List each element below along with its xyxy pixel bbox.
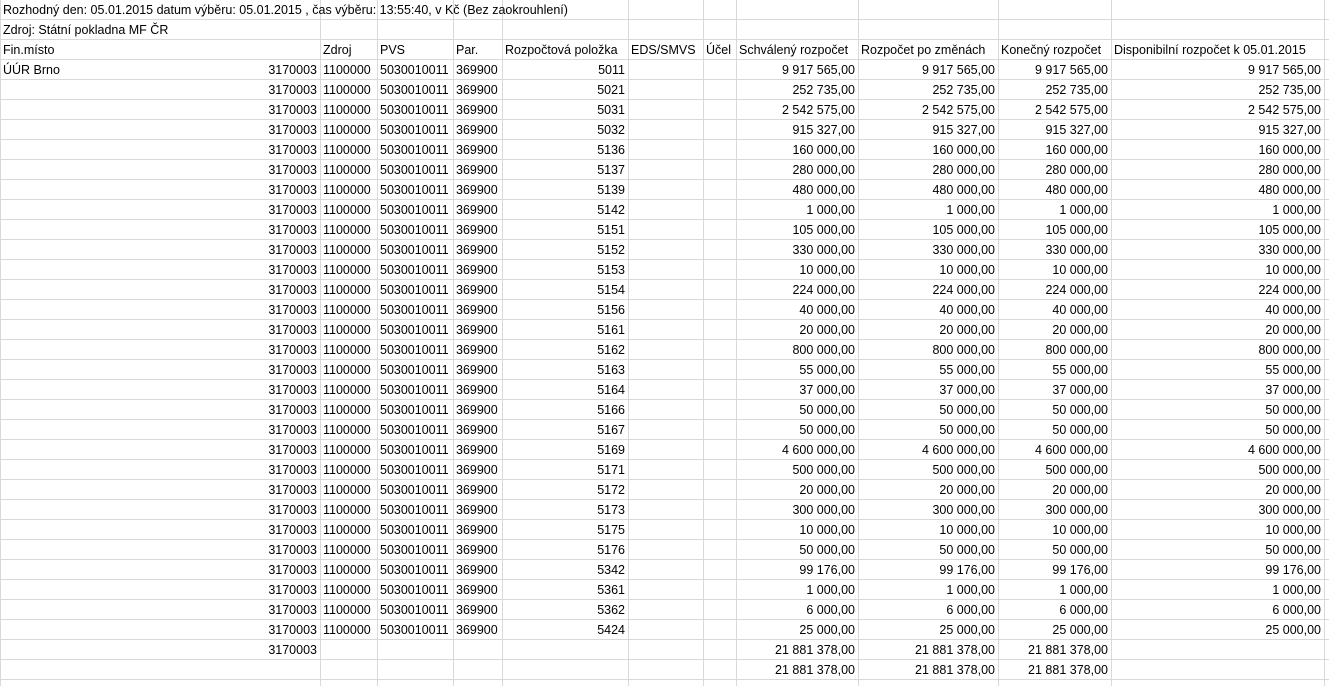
cell-par[interactable]: 369900	[456, 323, 498, 337]
cell-rozpocet-po-zmenach[interactable]: 50 000,00	[939, 423, 995, 437]
cell-schvaleny-rozpocet[interactable]: 25 000,00	[799, 623, 855, 637]
cell-konecny-rozpocet[interactable]: 160 000,00	[1045, 143, 1108, 157]
cell-disponibilni-rozpocet[interactable]: 105 000,00	[1258, 223, 1321, 237]
cell-konecny-rozpocet[interactable]: 20 000,00	[1052, 323, 1108, 337]
cell-pvs[interactable]: 5030010011	[380, 143, 449, 157]
total-konecny-rozpocet[interactable]: 21 881 378,00	[1028, 663, 1108, 677]
cell-fin-misto[interactable]: 3170003	[268, 323, 317, 337]
cell-par[interactable]: 369900	[456, 343, 498, 357]
cell-rozpoctova-polozka[interactable]: 5136	[597, 143, 625, 157]
header-par[interactable]: Par.	[456, 43, 479, 57]
cell-pvs[interactable]: 5030010011	[380, 203, 449, 217]
cell-schvaleny-rozpocet[interactable]: 37 000,00	[799, 383, 855, 397]
cell-zdroj[interactable]: 1100000	[323, 183, 371, 197]
cell-disponibilni-rozpocet[interactable]: 160 000,00	[1258, 143, 1321, 157]
cell-rozpoctova-polozka[interactable]: 5137	[597, 163, 625, 177]
cell-par[interactable]: 369900	[456, 423, 498, 437]
cell-rozpoctova-polozka[interactable]: 5162	[597, 343, 625, 357]
cell-pvs[interactable]: 5030010011	[380, 483, 449, 497]
cell-konecny-rozpocet[interactable]: 50 000,00	[1052, 403, 1108, 417]
cell-disponibilni-rozpocet[interactable]: 480 000,00	[1258, 183, 1321, 197]
cell-konecny-rozpocet[interactable]: 2 542 575,00	[1035, 103, 1108, 117]
cell-par[interactable]: 369900	[456, 443, 498, 457]
cell-schvaleny-rozpocet[interactable]: 500 000,00	[792, 463, 855, 477]
cell-fin-misto[interactable]: 3170003	[268, 203, 317, 217]
cell-par[interactable]: 369900	[456, 183, 498, 197]
cell-fin-misto[interactable]: 3170003	[268, 543, 317, 557]
cell-zdroj[interactable]: 1100000	[323, 143, 371, 157]
cell-rozpocet-po-zmenach[interactable]: 55 000,00	[939, 363, 995, 377]
cell-disponibilni-rozpocet[interactable]: 10 000,00	[1265, 263, 1321, 277]
cell-fin-misto[interactable]: 3170003	[268, 583, 317, 597]
cell-disponibilni-rozpocet[interactable]: 800 000,00	[1258, 343, 1321, 357]
cell-rozpocet-po-zmenach[interactable]: 480 000,00	[932, 183, 995, 197]
cell-rozpoctova-polozka[interactable]: 5362	[597, 603, 625, 617]
cell-rozpocet-po-zmenach[interactable]: 4 600 000,00	[922, 443, 995, 457]
cell-schvaleny-rozpocet[interactable]: 224 000,00	[792, 283, 855, 297]
cell-par[interactable]: 369900	[456, 583, 498, 597]
org-name-cell[interactable]: ÚÚR Brno	[3, 63, 60, 77]
cell-disponibilni-rozpocet[interactable]: 20 000,00	[1265, 483, 1321, 497]
cell-rozpoctova-polozka[interactable]: 5176	[597, 543, 625, 557]
cell-konecny-rozpocet[interactable]: 330 000,00	[1045, 243, 1108, 257]
cell-schvaleny-rozpocet[interactable]: 55 000,00	[799, 363, 855, 377]
header-konecny-rozpocet[interactable]: Konečný rozpočet	[1001, 43, 1102, 57]
cell-zdroj[interactable]: 1100000	[323, 263, 371, 277]
cell-rozpocet-po-zmenach[interactable]: 6 000,00	[946, 603, 995, 617]
cell-disponibilni-rozpocet[interactable]: 1 000,00	[1272, 203, 1321, 217]
cell-rozpocet-po-zmenach[interactable]: 252 735,00	[932, 83, 995, 97]
cell-zdroj[interactable]: 1100000	[323, 443, 371, 457]
cell-fin-misto[interactable]: 3170003	[268, 83, 317, 97]
cell-rozpocet-po-zmenach[interactable]: 160 000,00	[932, 143, 995, 157]
cell-disponibilni-rozpocet[interactable]: 915 327,00	[1258, 123, 1321, 137]
cell-fin-misto[interactable]: 3170003	[268, 443, 317, 457]
cell-fin-misto[interactable]: 3170003	[268, 623, 317, 637]
cell-par[interactable]: 369900	[456, 223, 498, 237]
cell-konecny-rozpocet[interactable]: 915 327,00	[1045, 123, 1108, 137]
cell-fin-misto[interactable]: 3170003	[268, 343, 317, 357]
header-schvaleny-rozpocet[interactable]: Schválený rozpočet	[739, 43, 849, 57]
cell-rozpocet-po-zmenach[interactable]: 2 542 575,00	[922, 103, 995, 117]
cell-pvs[interactable]: 5030010011	[380, 403, 449, 417]
cell-disponibilni-rozpocet[interactable]: 280 000,00	[1258, 163, 1321, 177]
cell-rozpoctova-polozka[interactable]: 5167	[597, 423, 625, 437]
cell-pvs[interactable]: 5030010011	[380, 583, 449, 597]
cell-par[interactable]: 369900	[456, 543, 498, 557]
cell-pvs[interactable]: 5030010011	[380, 243, 449, 257]
cell-par[interactable]: 369900	[456, 603, 498, 617]
cell-par[interactable]: 369900	[456, 403, 498, 417]
cell-rozpoctova-polozka[interactable]: 5031	[597, 103, 625, 117]
cell-rozpoctova-polozka[interactable]: 5361	[597, 583, 625, 597]
cell-schvaleny-rozpocet[interactable]: 20 000,00	[799, 483, 855, 497]
cell-rozpoctova-polozka[interactable]: 5161	[597, 323, 625, 337]
subtotal-rozpocet-po-zmenach[interactable]: 21 881 378,00	[915, 643, 995, 657]
cell-par[interactable]: 369900	[456, 503, 498, 517]
cell-schvaleny-rozpocet[interactable]: 160 000,00	[792, 143, 855, 157]
cell-disponibilni-rozpocet[interactable]: 25 000,00	[1265, 623, 1321, 637]
cell-fin-misto[interactable]: 3170003	[268, 463, 317, 477]
cell-pvs[interactable]: 5030010011	[380, 223, 449, 237]
cell-par[interactable]: 369900	[456, 383, 498, 397]
cell-konecny-rozpocet[interactable]: 50 000,00	[1052, 543, 1108, 557]
cell-konecny-rozpocet[interactable]: 4 600 000,00	[1035, 443, 1108, 457]
cell-rozpocet-po-zmenach[interactable]: 915 327,00	[932, 123, 995, 137]
cell-disponibilni-rozpocet[interactable]: 50 000,00	[1265, 423, 1321, 437]
cell-zdroj[interactable]: 1100000	[323, 123, 371, 137]
cell-zdroj[interactable]: 1100000	[323, 243, 371, 257]
cell-konecny-rozpocet[interactable]: 99 176,00	[1052, 563, 1108, 577]
cell-rozpocet-po-zmenach[interactable]: 50 000,00	[939, 543, 995, 557]
cell-schvaleny-rozpocet[interactable]: 50 000,00	[799, 543, 855, 557]
cell-rozpocet-po-zmenach[interactable]: 500 000,00	[932, 463, 995, 477]
cell-konecny-rozpocet[interactable]: 9 917 565,00	[1035, 63, 1108, 77]
header-disponibilni-rozpocet[interactable]: Disponibilní rozpočet k 05.01.2015	[1114, 43, 1306, 57]
cell-zdroj[interactable]: 1100000	[323, 583, 371, 597]
cell-schvaleny-rozpocet[interactable]: 1 000,00	[806, 583, 855, 597]
cell-schvaleny-rozpocet[interactable]: 1 000,00	[806, 203, 855, 217]
cell-pvs[interactable]: 5030010011	[380, 83, 449, 97]
cell-fin-misto[interactable]: 3170003	[268, 563, 317, 577]
cell-par[interactable]: 369900	[456, 283, 498, 297]
cell-rozpoctova-polozka[interactable]: 5154	[597, 283, 625, 297]
cell-disponibilni-rozpocet[interactable]: 9 917 565,00	[1248, 63, 1321, 77]
cell-schvaleny-rozpocet[interactable]: 480 000,00	[792, 183, 855, 197]
cell-disponibilni-rozpocet[interactable]: 37 000,00	[1265, 383, 1321, 397]
cell-fin-misto[interactable]: 3170003	[268, 123, 317, 137]
cell-konecny-rozpocet[interactable]: 1 000,00	[1059, 583, 1108, 597]
cell-rozpocet-po-zmenach[interactable]: 1 000,00	[946, 583, 995, 597]
report-meta-line[interactable]: Rozhodný den: 05.01.2015 datum výběru: 05.01.2015 , čas výběru: 13:55:40, v Kč (Bez zaokrouhlení)	[3, 3, 568, 17]
cell-schvaleny-rozpocet[interactable]: 10 000,00	[799, 263, 855, 277]
header-pvs[interactable]: PVS	[380, 43, 406, 57]
header-rozpocet-po-zmenach[interactable]: Rozpočet po změnách	[861, 43, 986, 57]
cell-konecny-rozpocet[interactable]: 40 000,00	[1052, 303, 1108, 317]
cell-disponibilni-rozpocet[interactable]: 10 000,00	[1265, 523, 1321, 537]
cell-zdroj[interactable]: 1100000	[323, 483, 371, 497]
cell-zdroj[interactable]: 1100000	[323, 223, 371, 237]
cell-konecny-rozpocet[interactable]: 105 000,00	[1045, 223, 1108, 237]
cell-fin-misto[interactable]: 3170003	[268, 503, 317, 517]
cell-zdroj[interactable]: 1100000	[323, 323, 371, 337]
cell-rozpocet-po-zmenach[interactable]: 105 000,00	[932, 223, 995, 237]
cell-fin-misto[interactable]: 3170003	[268, 403, 317, 417]
cell-par[interactable]: 369900	[456, 563, 498, 577]
cell-rozpoctova-polozka[interactable]: 5011	[598, 63, 625, 77]
header-ucel[interactable]: Účel	[706, 43, 732, 57]
cell-pvs[interactable]: 5030010011	[380, 463, 449, 477]
cell-zdroj[interactable]: 1100000	[323, 523, 371, 537]
cell-schvaleny-rozpocet[interactable]: 50 000,00	[799, 423, 855, 437]
cell-zdroj[interactable]: 1100000	[323, 303, 371, 317]
cell-fin-misto[interactable]: 3170003	[268, 243, 317, 257]
cell-pvs[interactable]: 5030010011	[380, 523, 449, 537]
cell-disponibilni-rozpocet[interactable]: 40 000,00	[1265, 303, 1321, 317]
cell-pvs[interactable]: 5030010011	[380, 443, 449, 457]
cell-zdroj[interactable]: 1100000	[323, 423, 371, 437]
subtotal-konecny-rozpocet[interactable]: 21 881 378,00	[1028, 643, 1108, 657]
cell-pvs[interactable]: 5030010011	[380, 323, 449, 337]
cell-rozpocet-po-zmenach[interactable]: 280 000,00	[932, 163, 995, 177]
cell-disponibilni-rozpocet[interactable]: 252 735,00	[1258, 83, 1321, 97]
cell-fin-misto[interactable]: 3170003	[268, 283, 317, 297]
cell-par[interactable]: 369900	[456, 123, 498, 137]
cell-rozpoctova-polozka[interactable]: 5156	[597, 303, 625, 317]
cell-disponibilni-rozpocet[interactable]: 20 000,00	[1265, 323, 1321, 337]
header-rozpoctova-polozka[interactable]: Rozpočtová položka	[505, 43, 618, 57]
cell-schvaleny-rozpocet[interactable]: 800 000,00	[792, 343, 855, 357]
cell-rozpoctova-polozka[interactable]: 5171	[597, 463, 625, 477]
cell-rozpocet-po-zmenach[interactable]: 1 000,00	[946, 203, 995, 217]
cell-zdroj[interactable]: 1100000	[323, 543, 371, 557]
cell-disponibilni-rozpocet[interactable]: 4 600 000,00	[1248, 443, 1321, 457]
cell-konecny-rozpocet[interactable]: 55 000,00	[1052, 363, 1108, 377]
cell-rozpoctova-polozka[interactable]: 5164	[597, 383, 625, 397]
cell-fin-misto[interactable]: 3170003	[268, 163, 317, 177]
cell-rozpoctova-polozka[interactable]: 5424	[597, 623, 625, 637]
cell-konecny-rozpocet[interactable]: 6 000,00	[1059, 603, 1108, 617]
header-fin-misto[interactable]: Fin.místo	[3, 43, 55, 57]
cell-par[interactable]: 369900	[456, 523, 498, 537]
cell-konecny-rozpocet[interactable]: 800 000,00	[1045, 343, 1108, 357]
cell-zdroj[interactable]: 1100000	[323, 403, 371, 417]
cell-par[interactable]: 369900	[456, 463, 498, 477]
cell-pvs[interactable]: 5030010011	[380, 563, 449, 577]
cell-schvaleny-rozpocet[interactable]: 252 735,00	[792, 83, 855, 97]
cell-rozpoctova-polozka[interactable]: 5166	[597, 403, 625, 417]
cell-rozpoctova-polozka[interactable]: 5151	[597, 223, 625, 237]
cell-schvaleny-rozpocet[interactable]: 99 176,00	[799, 563, 855, 577]
cell-zdroj[interactable]: 1100000	[323, 103, 371, 117]
cell-rozpocet-po-zmenach[interactable]: 224 000,00	[932, 283, 995, 297]
cell-pvs[interactable]: 5030010011	[380, 503, 449, 517]
cell-pvs[interactable]: 5030010011	[380, 283, 449, 297]
cell-konecny-rozpocet[interactable]: 500 000,00	[1045, 463, 1108, 477]
cell-rozpoctova-polozka[interactable]: 5175	[597, 523, 625, 537]
cell-pvs[interactable]: 5030010011	[380, 263, 449, 277]
cell-rozpocet-po-zmenach[interactable]: 300 000,00	[932, 503, 995, 517]
total-schvaleny-rozpocet[interactable]: 21 881 378,00	[775, 663, 855, 677]
cell-rozpocet-po-zmenach[interactable]: 10 000,00	[939, 263, 995, 277]
cell-fin-misto[interactable]: 3170003	[268, 383, 317, 397]
cell-konecny-rozpocet[interactable]: 20 000,00	[1052, 483, 1108, 497]
cell-par[interactable]: 369900	[456, 163, 498, 177]
cell-schvaleny-rozpocet[interactable]: 40 000,00	[799, 303, 855, 317]
cell-pvs[interactable]: 5030010011	[380, 343, 449, 357]
cell-schvaleny-rozpocet[interactable]: 915 327,00	[792, 123, 855, 137]
cell-pvs[interactable]: 5030010011	[380, 363, 449, 377]
cell-disponibilni-rozpocet[interactable]: 330 000,00	[1258, 243, 1321, 257]
cell-par[interactable]: 369900	[456, 483, 498, 497]
cell-fin-misto[interactable]: 3170003	[268, 363, 317, 377]
cell-konecny-rozpocet[interactable]: 300 000,00	[1045, 503, 1108, 517]
cell-disponibilni-rozpocet[interactable]: 224 000,00	[1258, 283, 1321, 297]
cell-pvs[interactable]: 5030010011	[380, 63, 449, 77]
cell-rozpocet-po-zmenach[interactable]: 40 000,00	[939, 303, 995, 317]
cell-disponibilni-rozpocet[interactable]: 50 000,00	[1265, 543, 1321, 557]
cell-rozpocet-po-zmenach[interactable]: 37 000,00	[939, 383, 995, 397]
cell-fin-misto[interactable]: 3170003	[268, 183, 317, 197]
cell-rozpocet-po-zmenach[interactable]: 9 917 565,00	[922, 63, 995, 77]
cell-zdroj[interactable]: 1100000	[323, 203, 371, 217]
cell-schvaleny-rozpocet[interactable]: 280 000,00	[792, 163, 855, 177]
cell-schvaleny-rozpocet[interactable]: 6 000,00	[806, 603, 855, 617]
cell-rozpocet-po-zmenach[interactable]: 330 000,00	[932, 243, 995, 257]
cell-rozpocet-po-zmenach[interactable]: 25 000,00	[939, 623, 995, 637]
cell-rozpoctova-polozka[interactable]: 5169	[597, 443, 625, 457]
cell-konecny-rozpocet[interactable]: 10 000,00	[1052, 263, 1108, 277]
cell-par[interactable]: 369900	[456, 103, 498, 117]
cell-zdroj[interactable]: 1100000	[323, 83, 371, 97]
cell-par[interactable]: 369900	[456, 83, 498, 97]
cell-par[interactable]: 369900	[456, 63, 498, 77]
cell-rozpoctova-polozka[interactable]: 5173	[597, 503, 625, 517]
cell-rozpocet-po-zmenach[interactable]: 20 000,00	[939, 323, 995, 337]
cell-zdroj[interactable]: 1100000	[323, 163, 371, 177]
cell-par[interactable]: 369900	[456, 303, 498, 317]
cell-disponibilni-rozpocet[interactable]: 2 542 575,00	[1248, 103, 1321, 117]
cell-rozpocet-po-zmenach[interactable]: 800 000,00	[932, 343, 995, 357]
cell-zdroj[interactable]: 1100000	[323, 363, 371, 377]
cell-konecny-rozpocet[interactable]: 10 000,00	[1052, 523, 1108, 537]
cell-pvs[interactable]: 5030010011	[380, 183, 449, 197]
cell-fin-misto[interactable]: 3170003	[268, 303, 317, 317]
cell-par[interactable]: 369900	[456, 623, 498, 637]
cell-konecny-rozpocet[interactable]: 480 000,00	[1045, 183, 1108, 197]
cell-zdroj[interactable]: 1100000	[323, 603, 371, 617]
cell-rozpoctova-polozka[interactable]: 5163	[597, 363, 625, 377]
total-rozpocet-po-zmenach[interactable]: 21 881 378,00	[915, 663, 995, 677]
cell-zdroj[interactable]: 1100000	[323, 383, 371, 397]
cell-zdroj[interactable]: 1100000	[323, 563, 371, 577]
cell-fin-misto[interactable]: 3170003	[268, 103, 317, 117]
cell-rozpocet-po-zmenach[interactable]: 20 000,00	[939, 483, 995, 497]
cell-pvs[interactable]: 5030010011	[380, 383, 449, 397]
cell-par[interactable]: 369900	[456, 263, 498, 277]
cell-rozpoctova-polozka[interactable]: 5021	[597, 83, 625, 97]
cell-rozpocet-po-zmenach[interactable]: 50 000,00	[939, 403, 995, 417]
cell-konecny-rozpocet[interactable]: 37 000,00	[1052, 383, 1108, 397]
cell-pvs[interactable]: 5030010011	[380, 423, 449, 437]
cell-rozpoctova-polozka[interactable]: 5142	[597, 203, 625, 217]
cell-pvs[interactable]: 5030010011	[380, 103, 449, 117]
cell-schvaleny-rozpocet[interactable]: 2 542 575,00	[782, 103, 855, 117]
cell-fin-misto[interactable]: 3170003	[268, 263, 317, 277]
cell-fin-misto[interactable]: 3170003	[268, 143, 317, 157]
cell-schvaleny-rozpocet[interactable]: 10 000,00	[799, 523, 855, 537]
cell-zdroj[interactable]: 1100000	[323, 503, 371, 517]
cell-zdroj[interactable]: 1100000	[323, 463, 371, 477]
cell-rozpoctova-polozka[interactable]: 5152	[597, 243, 625, 257]
cell-par[interactable]: 369900	[456, 363, 498, 377]
cell-pvs[interactable]: 5030010011	[380, 623, 449, 637]
cell-par[interactable]: 369900	[456, 203, 498, 217]
cell-zdroj[interactable]: 1100000	[323, 343, 371, 357]
cell-fin-misto[interactable]: 3170003	[268, 63, 317, 77]
cell-fin-misto[interactable]: 3170003	[268, 423, 317, 437]
report-source-line[interactable]: Zdroj: Státní pokladna MF ČR	[3, 23, 169, 37]
cell-pvs[interactable]: 5030010011	[380, 543, 449, 557]
cell-konecny-rozpocet[interactable]: 224 000,00	[1045, 283, 1108, 297]
cell-disponibilni-rozpocet[interactable]: 500 000,00	[1258, 463, 1321, 477]
header-eds-smvs[interactable]: EDS/SMVS	[631, 43, 696, 57]
cell-par[interactable]: 369900	[456, 143, 498, 157]
cell-zdroj[interactable]: 1100000	[323, 623, 371, 637]
cell-pvs[interactable]: 5030010011	[380, 603, 449, 617]
cell-rozpocet-po-zmenach[interactable]: 99 176,00	[939, 563, 995, 577]
cell-schvaleny-rozpocet[interactable]: 330 000,00	[792, 243, 855, 257]
cell-fin-misto[interactable]: 3170003	[268, 603, 317, 617]
cell-par[interactable]: 369900	[456, 243, 498, 257]
cell-disponibilni-rozpocet[interactable]: 1 000,00	[1272, 583, 1321, 597]
cell-rozpoctova-polozka[interactable]: 5342	[597, 563, 625, 577]
cell-konecny-rozpocet[interactable]: 50 000,00	[1052, 423, 1108, 437]
cell-disponibilni-rozpocet[interactable]: 50 000,00	[1265, 403, 1321, 417]
cell-fin-misto[interactable]: 3170003	[268, 223, 317, 237]
cell-disponibilni-rozpocet[interactable]: 55 000,00	[1265, 363, 1321, 377]
cell-rozpoctova-polozka[interactable]: 5139	[597, 183, 625, 197]
cell-konecny-rozpocet[interactable]: 25 000,00	[1052, 623, 1108, 637]
cell-schvaleny-rozpocet[interactable]: 50 000,00	[799, 403, 855, 417]
cell-fin-misto[interactable]: 3170003	[268, 523, 317, 537]
cell-disponibilni-rozpocet[interactable]: 300 000,00	[1258, 503, 1321, 517]
cell-disponibilni-rozpocet[interactable]: 6 000,00	[1272, 603, 1321, 617]
cell-pvs[interactable]: 5030010011	[380, 163, 449, 177]
cell-rozpoctova-polozka[interactable]: 5153	[597, 263, 625, 277]
cell-fin-misto[interactable]: 3170003	[268, 483, 317, 497]
subtotal-fin-misto[interactable]: 3170003	[268, 643, 317, 657]
cell-pvs[interactable]: 5030010011	[380, 123, 449, 137]
subtotal-schvaleny-rozpocet[interactable]: 21 881 378,00	[775, 643, 855, 657]
cell-schvaleny-rozpocet[interactable]: 300 000,00	[792, 503, 855, 517]
cell-zdroj[interactable]: 1100000	[323, 283, 371, 297]
cell-zdroj[interactable]: 1100000	[323, 63, 371, 77]
cell-rozpocet-po-zmenach[interactable]: 10 000,00	[939, 523, 995, 537]
cell-konecny-rozpocet[interactable]: 1 000,00	[1059, 203, 1108, 217]
cell-disponibilni-rozpocet[interactable]: 99 176,00	[1265, 563, 1321, 577]
cell-schvaleny-rozpocet[interactable]: 20 000,00	[799, 323, 855, 337]
cell-schvaleny-rozpocet[interactable]: 4 600 000,00	[782, 443, 855, 457]
cell-rozpoctova-polozka[interactable]: 5172	[597, 483, 625, 497]
cell-schvaleny-rozpocet[interactable]: 105 000,00	[792, 223, 855, 237]
cell-rozpoctova-polozka[interactable]: 5032	[597, 123, 625, 137]
cell-schvaleny-rozpocet[interactable]: 9 917 565,00	[782, 63, 855, 77]
cell-pvs[interactable]: 5030010011	[380, 303, 449, 317]
cell-konecny-rozpocet[interactable]: 280 000,00	[1045, 163, 1108, 177]
header-zdroj[interactable]: Zdroj	[323, 43, 352, 57]
cell-konecny-rozpocet[interactable]: 252 735,00	[1045, 83, 1108, 97]
